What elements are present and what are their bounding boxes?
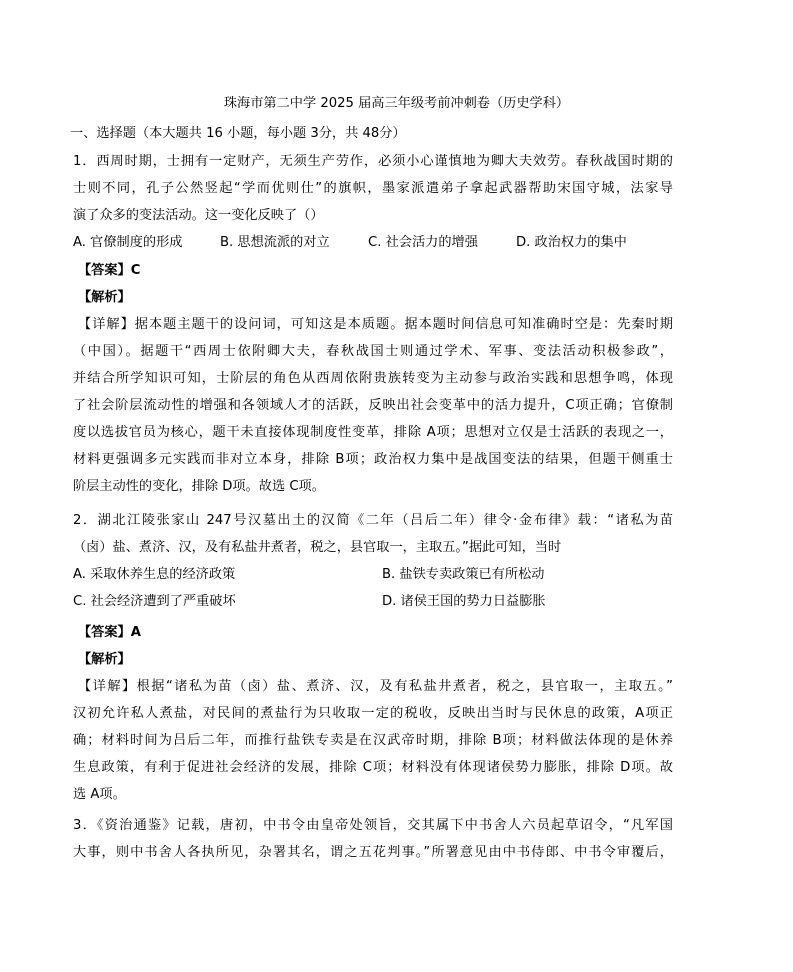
q1-option-b: B. 思想流派的对立 bbox=[220, 235, 330, 250]
q1-detail-line-1: 【详解】据本题主题干的设问词，可知这是本质题。据本题时间信息可知准确时空是：先秦时期 bbox=[78, 317, 673, 332]
q2-detail-line-2: 汉初允许私人煮盐，对民间的煮盐行为只收取一定的税收，反映出当时与民休息的政策，A项正 bbox=[73, 706, 673, 721]
q2-analysis-label: 【解析】 bbox=[78, 652, 131, 667]
q1-option-a: A. 官僚制度的形成 bbox=[73, 235, 183, 250]
q1-option-d: D. 政治权力的集中 bbox=[516, 235, 627, 250]
q2-detail-line-1: 【详解】根据“诸私为苗（卤）盐、煮济、汉，及有私盐井煮者，税之，县官取一，主取五。” bbox=[78, 679, 673, 694]
q1-detail-line-5: 度以选拔官员为核心，题干未直接体现制度性变革，排除 A项；思想对立仅是士活跃的表现之一， bbox=[73, 425, 673, 440]
section-heading: 一、选择题（本大题共 16 小题，每小题 3分，共 48分） bbox=[70, 126, 406, 141]
q2-option-b: B. 盐铁专卖政策已有所松动 bbox=[382, 567, 545, 582]
q1-detail-line-2: （中国）。据题干“西周士依附卿大夫，春秋战国士则通过学术、军事、变法活动积极参政”， bbox=[73, 344, 673, 359]
q2-detail-line-4: 生息政策，有利于促进社会经济的发展，排除 C项；材料没有体现诸侯势力膨胀，排除 D项。故 bbox=[73, 760, 673, 775]
page-title: 珠海市第二中学 2025 届高三年级考前冲刺卷（历史学科） bbox=[223, 96, 570, 111]
q2-detail-line-3: 确；材料时间为吕后二年，而推行盐铁专卖是在汉武帝时期，排除 B项；材料做法体现的是休养 bbox=[73, 733, 673, 748]
q2-option-d: D. 诸侯王国的势力日益膨胀 bbox=[382, 594, 546, 609]
q1-option-c: C. 社会活力的增强 bbox=[368, 235, 478, 250]
q1-analysis-label: 【解析】 bbox=[78, 290, 131, 305]
q2-detail-line-5: 选 A项。 bbox=[73, 787, 126, 802]
q1-stem-line-1: 1．西周时期，士拥有一定财产，无须生产劳作，必须小心谨慎地为卿大夫效劳。春秋战国时期的 bbox=[73, 154, 673, 169]
q2-answer: 【答案】A bbox=[78, 625, 141, 640]
q1-detail-line-4: 了社会阶层流动性的增强和各领域人才的活跃，反映出社会变革中的活力提升，C项正确；官僚制 bbox=[73, 398, 673, 413]
q1-detail-line-6: 材料更强调多元实践而非对立本身，排除 B项；政治权力集中是战国变法的结果，但题干侧重士 bbox=[73, 452, 673, 467]
q1-detail-line-3: 并结合所学知识可知，士阶层的角色从西周依附贵族转变为主动参与政治实践和思想争鸣，体现 bbox=[73, 371, 673, 386]
q1-stem-line-3: 演了众多的变法活动。这一变化反映了（） bbox=[73, 208, 324, 223]
q2-option-c: C. 社会经济遭到了严重破坏 bbox=[73, 594, 236, 609]
q2-stem-line-2: （卤）盐、煮济、汉，及有私盐井煮者，税之，县官取一，主取五。”据此可知，当时 bbox=[73, 540, 562, 555]
q2-stem-line-1: 2．湖北江陵张家山 247号汉墓出土的汉简《二年（吕后二年）律令·金布律》载：“诸私为苗 bbox=[73, 513, 673, 528]
q1-stem-line-2: 士则不同，孔子公然竖起“学而优则仕”的旗帜，墨家派遣弟子拿起武器帮助宋国守城，法家导 bbox=[73, 181, 673, 196]
q1-answer: 【答案】C bbox=[78, 263, 141, 278]
q2-option-a: A. 采取休养生息的经济政策 bbox=[73, 567, 236, 582]
q1-detail-line-7: 阶层主动性的变化，排除 D项。故选 C项。 bbox=[73, 479, 325, 494]
q3-stem-line-1: 3．《资治通鉴》记载，唐初，中书令由皇帝处领旨，交其属下中书舍人六员起草诏令，“凡军国 bbox=[73, 818, 673, 833]
q3-stem-line-2: 大事，则中书舍人各执所见，杂署其名，谓之五花判事。”所署意见由中书侍郎、中书令审覆后， bbox=[73, 845, 673, 860]
